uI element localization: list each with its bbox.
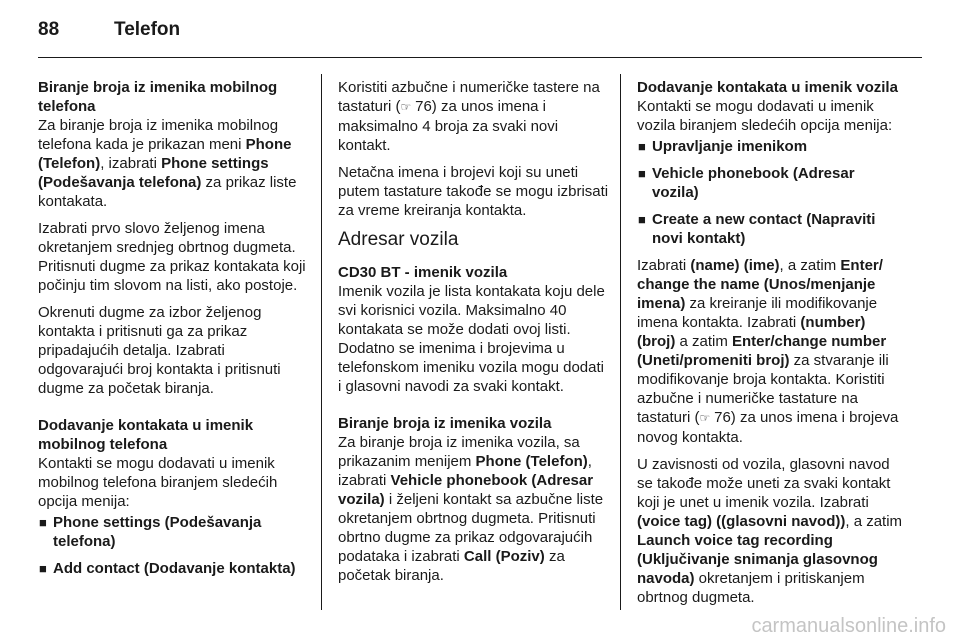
page-reference-icon: ☞ <box>400 100 416 114</box>
list-item: ■ Upravljanje imenikom <box>638 138 808 155</box>
subheading: Dodavanje kontakata u imenik mobilnog telefona <box>38 417 254 453</box>
paragraph: Koristiti azbučne i numeričke tastere na tastaturi (☞ 76) za unos imena i maksimalno 4 broja za svaki novi kontakt. <box>338 79 600 154</box>
list-item: ■ Phone settings (Podešavanja telefona) <box>39 514 262 550</box>
page-reference-icon: ☞ <box>699 411 715 425</box>
bullet-icon: ■ <box>638 166 646 181</box>
page-header <box>38 17 922 58</box>
option-list <box>38 513 310 578</box>
column-2 <box>338 78 610 593</box>
list-item: ■ Add contact (Dodavanje kontakta) <box>39 560 296 577</box>
list-item: ■ Create a new contact (Napraviti novi kontakt) <box>638 211 876 247</box>
subheading: Biranje broja iz imenika mobilnog telefona <box>38 79 278 115</box>
subheading: Dodavanje kontakata u imenik vozila <box>637 79 898 96</box>
bullet-icon: ■ <box>39 515 47 530</box>
section-title: Adresar vozila <box>338 229 459 250</box>
option-list <box>637 137 905 248</box>
column-1 <box>38 78 310 586</box>
list-item: ■ Vehicle phonebook (Adresar vozila) <box>638 165 855 201</box>
page-number: 88 <box>38 19 60 40</box>
paragraph: Za biranje broja iz imenika mobilnog telefona kada je prikazan meni Phone (Telefon), izabrati Phone settings (Podešavanja telefona) za prikaz liste kontakata. <box>38 117 297 210</box>
column-divider <box>620 74 621 610</box>
column-3 <box>637 78 905 615</box>
paragraph: Kontakti se mogu dodavati u imenik mobilnog telefona biranjem sledećih opcija menija: <box>38 455 278 510</box>
paragraph: Imenik vozila je lista kontakata koju dele svi korisnici vozila. Maksimalno 40 kontakata se može dodati ovoj listi. Dodatno se imenima i brojevima u telefonskom imeniku vozila mogu dodati i glasovni navodi za svaki kontakt. <box>338 283 605 395</box>
page-title: Telefon <box>114 19 181 40</box>
column-divider <box>321 74 322 610</box>
bullet-icon: ■ <box>39 561 47 576</box>
paragraph: U zavisnosti od vozila, glasovni navod se takođe može uneti za svaki kontakt koji je unet u imenik vozila. Izabrati (voice tag) ((glasovni navod)), a zatim Launch voice tag recording (Uključivanje snimanja glasovnog navoda) okretanjem i pritiskanjem obrtnog dugmeta. <box>637 456 903 606</box>
paragraph: Netačna imena i brojevi koji su uneti putem tastature takođe se mogu izbrisati za vreme kreiranja kontakta. <box>338 164 609 219</box>
paragraph: Izabrati (name) (ime), a zatim Enter/ change the name (Unos/menjanje imena) za kreiranje ili modifikovanje imena kontakta. Izabrati (number) (broj) a zatim Enter/change number (Uneti/promeniti broj) za stvaranje ili modifikovanje broja kontakta. Koristiti azbučne i numeričke tastature na tastaturi (☞ 76) za unos imena i brojeva novog kontakta. <box>637 257 899 446</box>
paragraph: Za biranje broja iz imenika vozila, sa prikazanim menijem Phone (Telefon), izabrati Vehicle phonebook (Adresar vozila) i željeni kontakt sa azbučne liste okretanjem obrtnog dugmeta. Pritisnuti obrtno dugme za prikaz odgovarajućih podataka i izabrati Call (Poziv) za početak biranja. <box>338 434 604 584</box>
bullet-icon: ■ <box>638 139 646 154</box>
watermark: carmanualsonline.info <box>751 615 946 637</box>
paragraph: Kontakti se mogu dodavati u imenik vozila biranjem sledećih opcija menija: <box>637 98 893 134</box>
paragraph: Okrenuti dugme za izbor željenog kontakta i pritisnuti ga za prikaz pripadajućih detalja. Izabrati odgovarajući broj kontakta i pritisnuti dugme za početak biranja. <box>38 304 281 397</box>
subheading: CD30 BT - imenik vozila <box>338 264 508 281</box>
bullet-icon: ■ <box>638 212 646 227</box>
subheading: Biranje broja iz imenika vozila <box>338 415 552 432</box>
paragraph: Izabrati prvo slovo željenog imena okretanjem srednjeg obrtnog dugmeta. Pritisnuti dugme za prikaz kontakata koji počinju tim slovom na listi, ako postoje. <box>38 220 306 294</box>
